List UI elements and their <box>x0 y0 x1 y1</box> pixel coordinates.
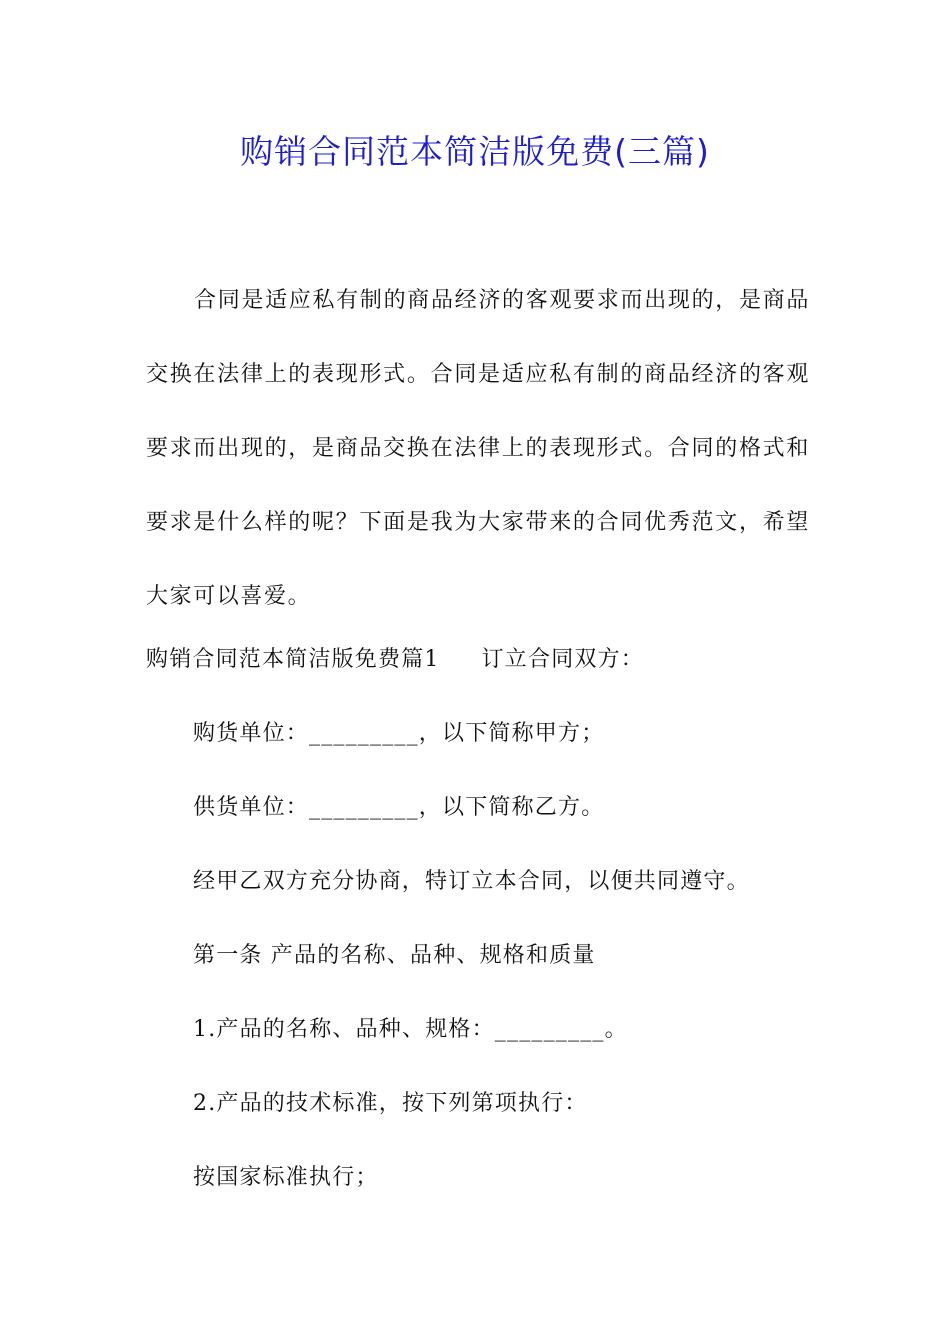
section-heading: 购销合同范本简洁版免费篇1 <box>146 647 440 672</box>
article-one-heading: 第一条 产品的名称、品种、规格和质量 <box>193 943 596 968</box>
section-heading-line <box>146 640 644 680</box>
intro-paragraph: 合同是适应私有制的商品经济的客观要求而出现的，是商品交换在法律上的表现形式。合同是适应私有制的商品经济的客观要求而出现的，是商品交换在法律上的表现形式。合同的格式和要求是什么样的呢？下面是我为大家带来的合同优秀范文，希望大家可以喜爱。 <box>146 288 810 609</box>
document-title: 购销合同范本简洁版免费(三篇) <box>240 132 710 171</box>
clause-2-line: 2.产品的技术标准，按下列第项执行： <box>193 1091 588 1116</box>
buyer-line: 购货单位：_________，以下简称甲方； <box>193 721 605 746</box>
clause-1-line: 1.产品的名称、品种、规格：_________。 <box>193 1017 628 1042</box>
supplier-line: 供货单位：_________，以下简称乙方。 <box>193 795 605 820</box>
agreement-line: 经甲乙双方充分协商，特订立本合同，以便共同遵守。 <box>193 869 750 894</box>
parties-label: 订立合同双方： <box>481 647 645 672</box>
national-standard-line: 按国家标准执行； <box>193 1165 379 1190</box>
